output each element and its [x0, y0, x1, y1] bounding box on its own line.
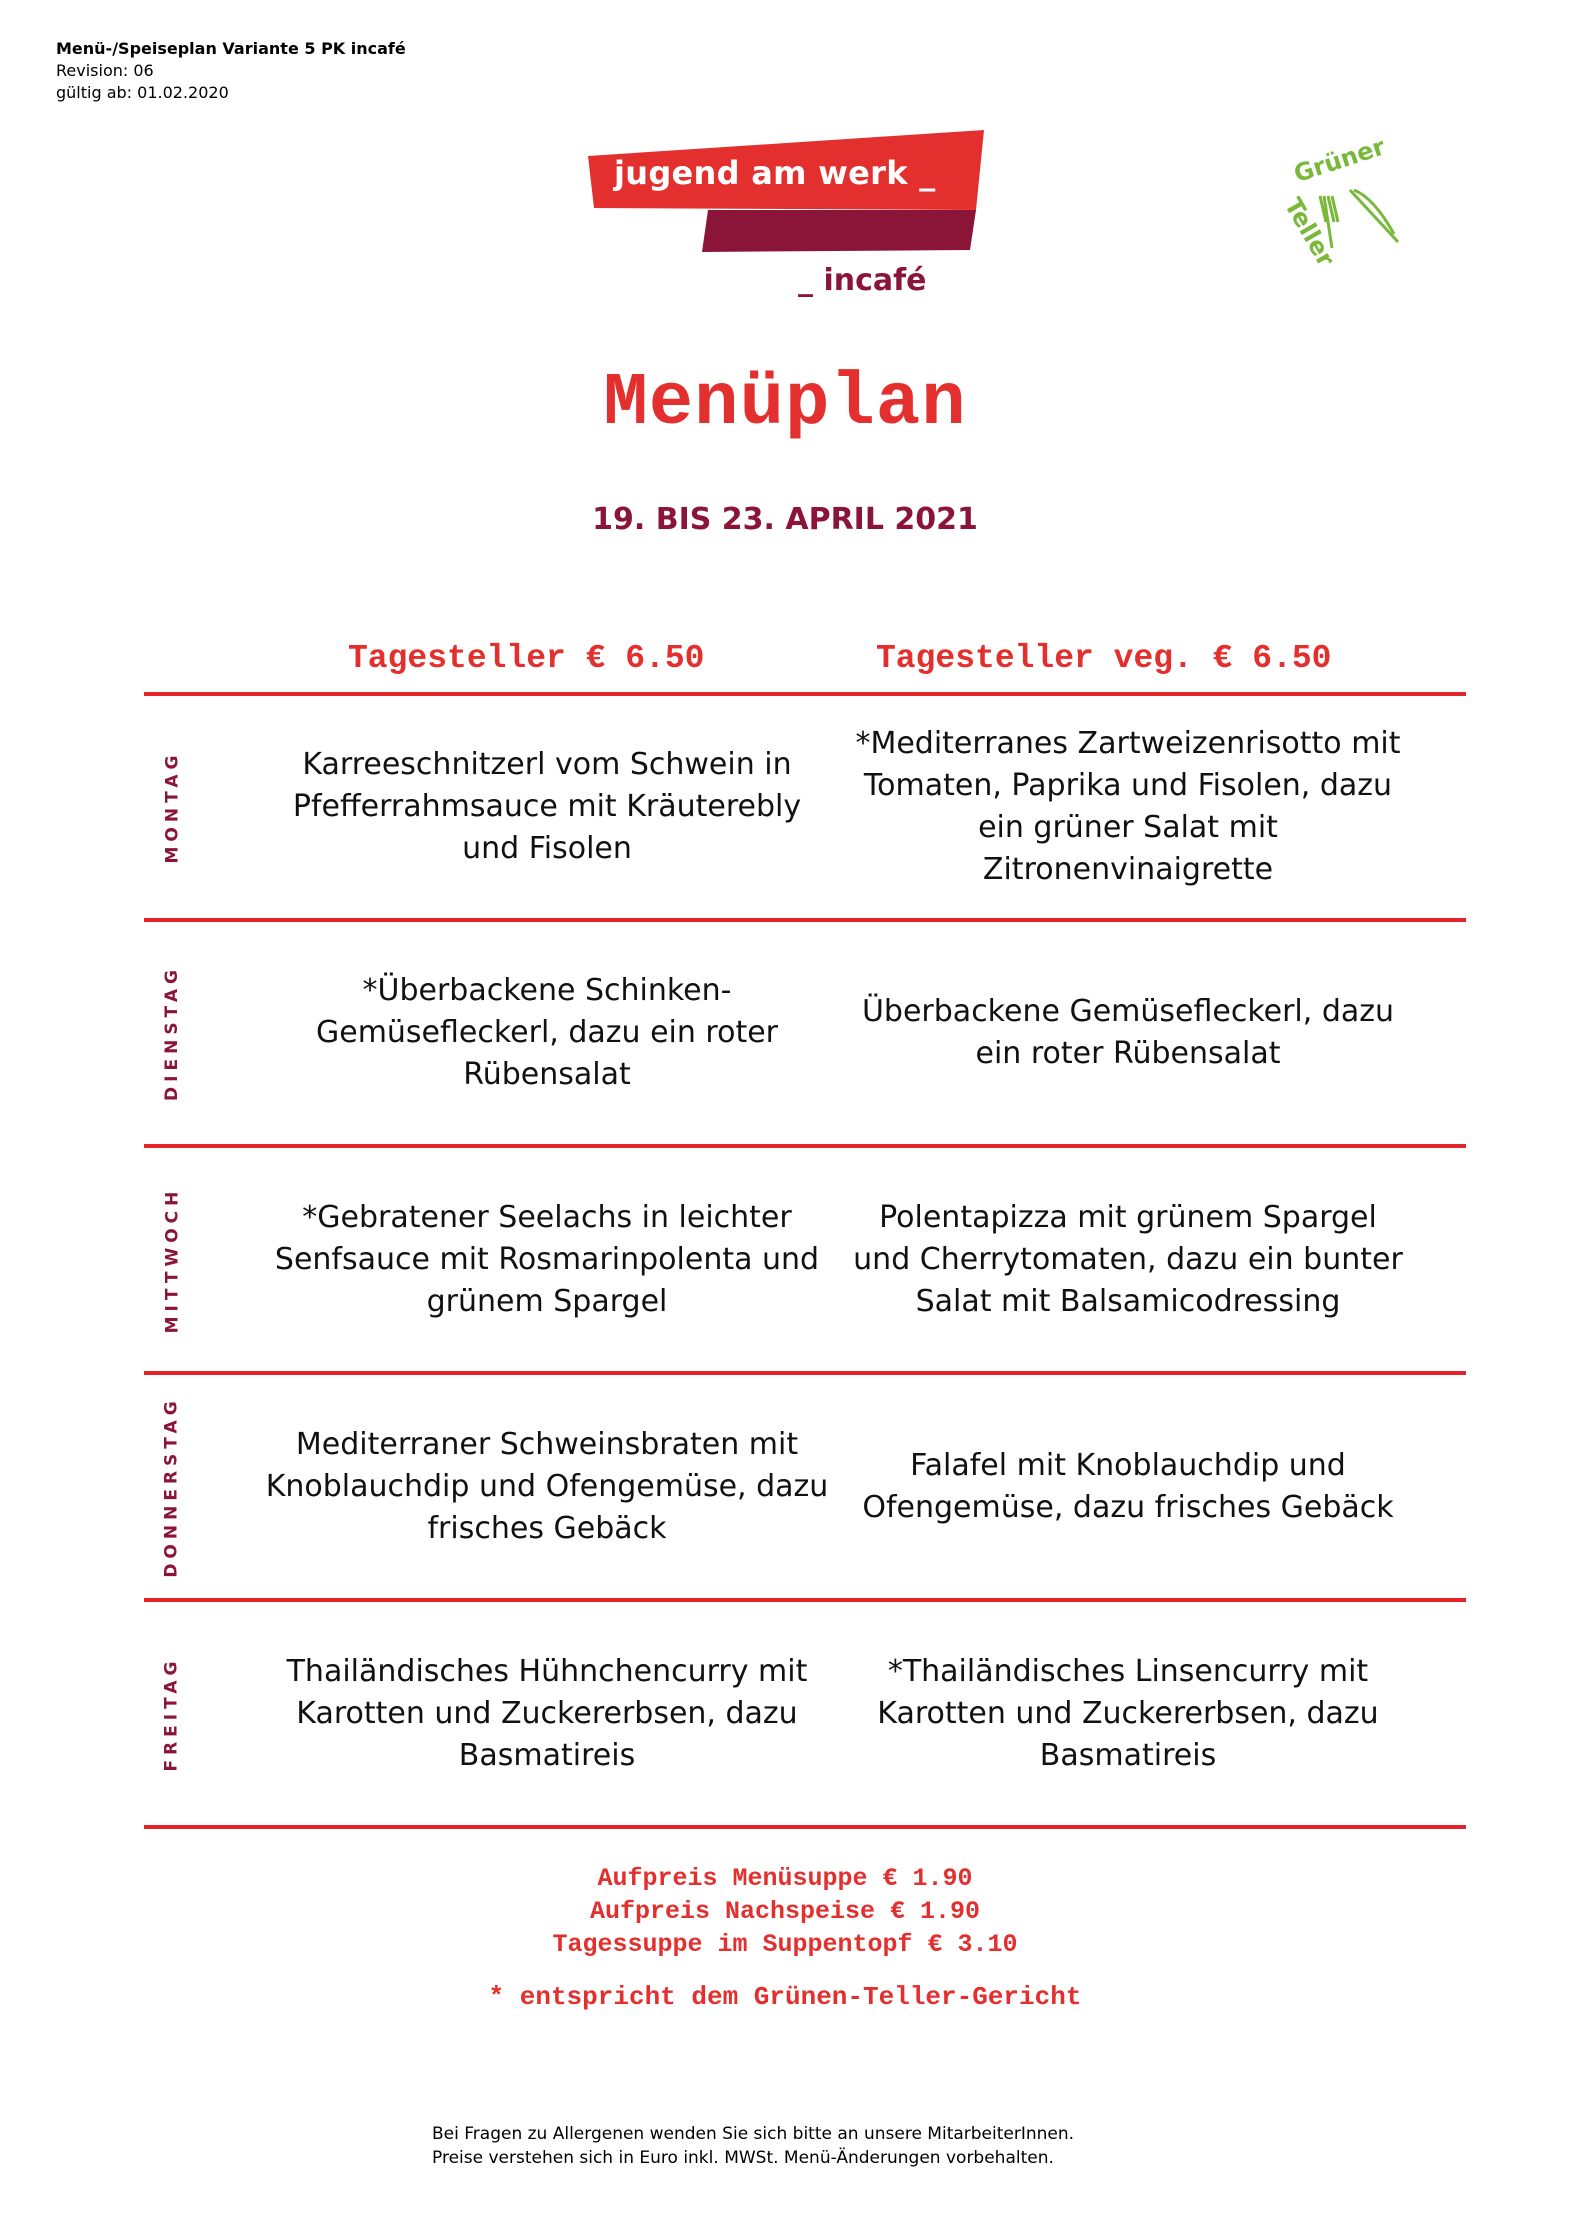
- day-label-donnerstag: DONNERSTAG: [162, 1395, 183, 1578]
- column-header-tagesteller-veg: Tagesteller veg. € 6.50: [876, 640, 1332, 677]
- footer-price-note: Preise verstehen sich in Euro inkl. MWSt. Menü-Änderungen vorbehalten.: [432, 2148, 1054, 2168]
- table-rule: [144, 1825, 1466, 1829]
- veg-meal-cell: *Mediterranes Zartweizenrisotto mit Tomaten, Paprika und Fisolen, dazu ein grüner Salat mit Zitronenvinaigrette: [855, 726, 1401, 887]
- meal-cell: *Gebratener Seelachs in leichter Senfsauce mit Rosmarinpolenta und grünem Spargel: [274, 1199, 820, 1319]
- day-label-freitag: FREITAG: [162, 1655, 182, 1772]
- meal-cell: Mediterraner Schweinsbraten mit Knoblauchdip und Ofengemüse, dazu frisches Gebäck: [265, 1426, 829, 1546]
- extra-menuesuppe: Aufpreis Menüsuppe € 1.90: [597, 1864, 973, 1893]
- jugend-am-werk-logo: [588, 130, 988, 310]
- logo-main-text: jugend am werk _: [614, 154, 936, 192]
- veg-meal-cell: Überbackene Gemüsefleckerl, dazu ein roter Rübensalat: [861, 994, 1395, 1071]
- meal-cell: *Überbackene Schinken-Gemüsefleckerl, dazu ein roter Rübensalat: [315, 973, 779, 1092]
- footer-allergen-note: Bei Fragen zu Allergenen wenden Sie sich bitte an unsere MitarbeiterInnen.: [432, 2124, 1075, 2144]
- knife-icon: [1350, 190, 1398, 242]
- veg-meal-cell: *Thailändisches Linsencurry mit Karotten und Zuckererbsen, dazu Basmatireis: [877, 1653, 1379, 1773]
- gruener-teller-note: * entspricht dem Grünen-Teller-Gericht: [488, 1982, 1082, 2012]
- document-meta: [56, 38, 406, 104]
- day-label-mittwoch: MITTWOCH: [162, 1186, 183, 1333]
- valid-from-label: gültig ab: 01.02.2020: [56, 83, 229, 102]
- veg-meal-cell: Falafel mit Knoblauchdip und Ofengemüse, dazu frisches Gebäck: [862, 1447, 1394, 1525]
- badge-line1: Grüner: [1290, 138, 1389, 189]
- logo-sub-text: _ incafé: [798, 263, 927, 298]
- badge-line2: Teller: [1278, 193, 1341, 268]
- day-label-montag: MONTAG: [162, 750, 183, 864]
- page-title: Menüplan: [603, 362, 967, 446]
- extra-nachspeise: Aufpreis Nachspeise € 1.90: [589, 1897, 981, 1926]
- footer: [432, 2122, 1074, 2170]
- logo-dark-banner: [702, 210, 976, 252]
- column-header-tagesteller: Tagesteller € 6.50: [348, 640, 705, 677]
- meal-cell: Karreeschnitzerl vom Schwein in Pfefferrahmsauce mit Kräuterebly und Fisolen: [292, 747, 802, 866]
- gruener-teller-icon: [1262, 138, 1412, 268]
- extra-tagessuppe: Tagessuppe im Suppentopf € 3.10: [552, 1930, 1018, 1959]
- document-title: Menü-/Speiseplan Variante 5 PK incafé: [56, 39, 406, 58]
- price-extras: [0, 1862, 1570, 1961]
- meal-cell: Thailändisches Hühnchencurry mit Karotten und Zuckererbsen, dazu Basmatireis: [286, 1653, 808, 1773]
- revision-label: Revision: 06: [56, 61, 154, 80]
- date-range: 19. BIS 23. APRIL 2021: [592, 502, 978, 537]
- day-label-dienstag: DIENSTAG: [162, 965, 183, 1101]
- veg-meal-cell: Polentapizza mit grünem Spargel und Cherrytomaten, dazu ein bunter Salat mit Balsamicodressing: [853, 1199, 1403, 1319]
- gruener-teller-badge: [1262, 138, 1412, 268]
